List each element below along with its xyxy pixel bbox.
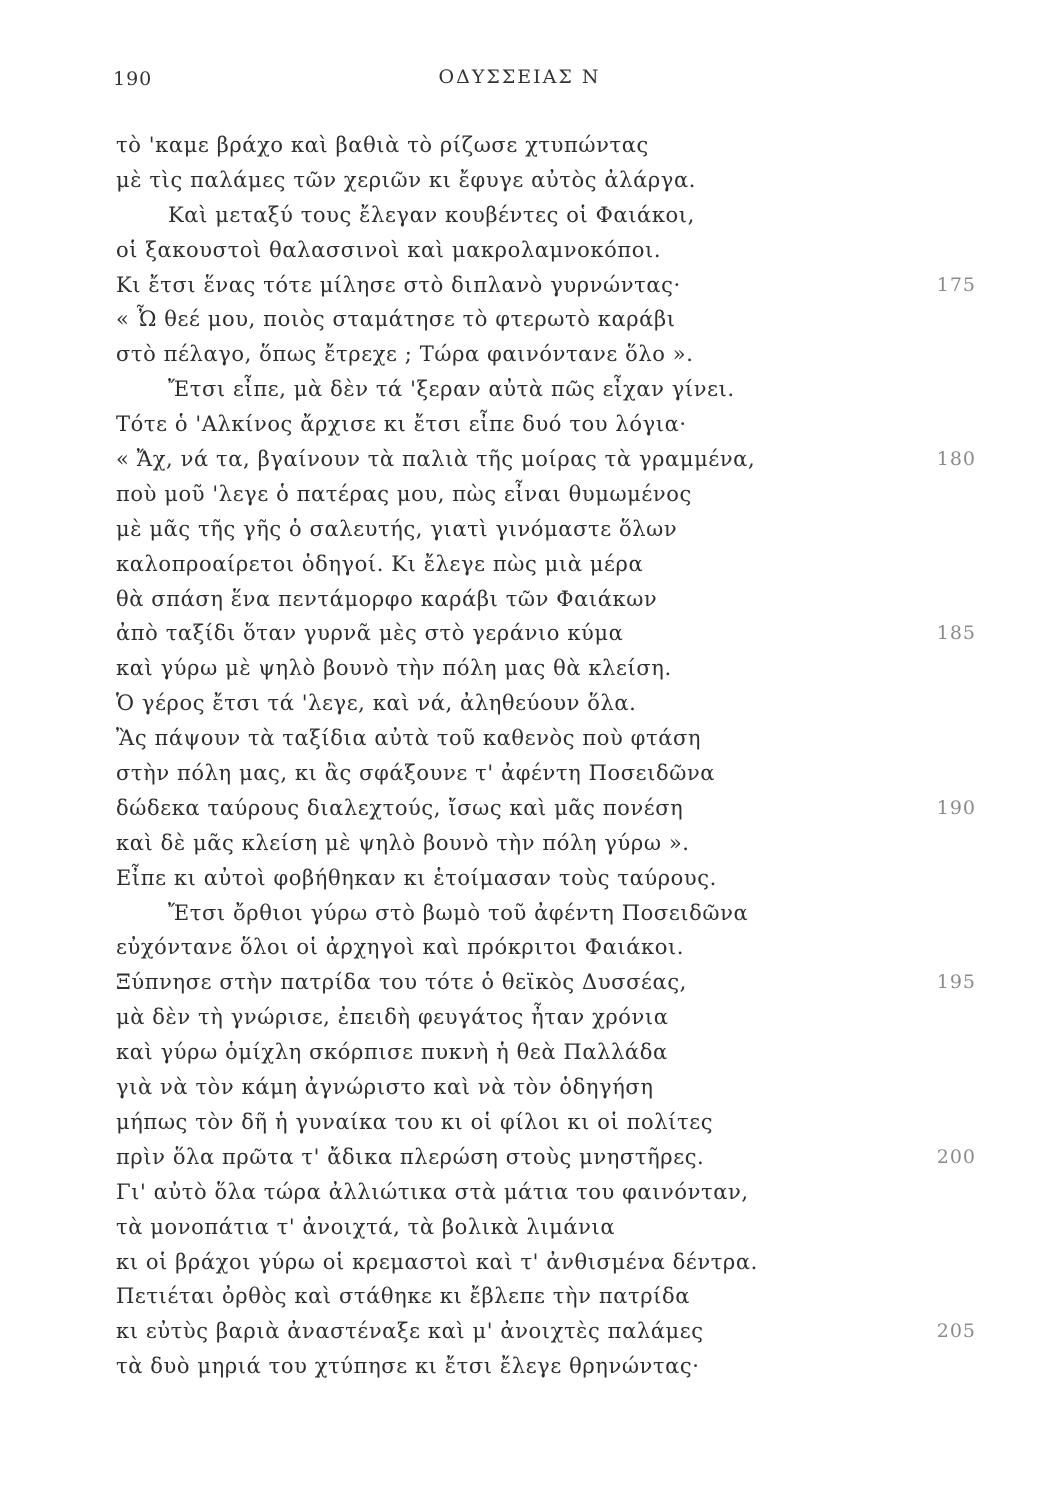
verse-line [116, 826, 976, 861]
verse-line [116, 582, 976, 617]
verse-text: μὰ δὲν τὴ γνώρισε, ἐπειδὴ φευγάτος ἦταν χρόνια [116, 1005, 669, 1030]
verse-text: Καὶ μεταξύ τους ἔλεγαν κουβέντες οἱ Φαιάκοι, [168, 202, 695, 227]
verse-text: δώδεκα ταύρους διαλεχτούς, ἴσως καὶ μᾶς πονέση [116, 795, 684, 820]
verse-line [116, 861, 976, 896]
verse-line [116, 1140, 976, 1175]
verse-text: μήπως τὸν δῆ ἡ γυναίκα του κι οἱ φίλοι κι οἱ πολίτες [116, 1109, 714, 1134]
verse-line [116, 407, 976, 442]
verse-text: καλοπροαίρετοι ὁδηγοί. Κι ἔλεγε πὼς μιὰ μέρα [116, 551, 644, 576]
line-number: 195 [936, 971, 976, 994]
verse-line [116, 233, 976, 268]
verse-text: ἀπὸ ταξίδι ὅταν γυρνᾶ μὲς στὸ γεράνιο κύμα [116, 621, 624, 646]
line-number: 185 [936, 622, 976, 645]
line-number: 200 [936, 1145, 976, 1168]
verse-line [116, 512, 976, 547]
verse-line [116, 651, 976, 686]
verse-line [116, 302, 976, 337]
verse-text: γιὰ νὰ τὸν κάμη ἀγνώριστο καὶ νὰ τὸν ὁδηγήση [116, 1075, 654, 1100]
verse-line [116, 721, 976, 756]
verse-text: ποὺ μοῦ 'λεγε ὁ πατέρας μου, πὼς εἶναι θυμωμένος [116, 481, 692, 506]
verse-text: τὰ μονοπάτια τ' ἀνοιχτά, τὰ βολικὰ λιμάνια [116, 1214, 616, 1239]
verse-text: τὰ δυὸ μηριά του χτύπησε κι ἔτσι ἔλεγε θρηνώντας· [116, 1354, 700, 1379]
verse-text: μὲ μᾶς τῆς γῆς ὁ σαλευτής, γιατὶ γινόμαστε ὅλων [116, 516, 678, 541]
line-number: 205 [936, 1320, 976, 1343]
verse-line [116, 616, 976, 651]
verse-text: Ξύπνησε στὴν πατρίδα του τότε ὁ θεϊκὸς Δυσσέας, [116, 970, 687, 995]
verse-line [116, 547, 976, 582]
verse-text: Τότε ὁ 'Αλκίνος ἄρχισε κι ἔτσι εἶπε δυό του λόγια· [116, 412, 687, 437]
verse-text: κι οἱ βράχοι γύρω οἱ κρεμαστοὶ καὶ τ' ἀνθισμένα δέντρα. [116, 1249, 758, 1274]
verse-text: εὐχόντανε ὅλοι οἱ ἀρχηγοὶ καὶ πρόκριτοι Φαιάκοι. [116, 935, 685, 960]
verse-text: καὶ γύρω μὲ ψηλὸ βουνὸ τὴν πόλη μας θὰ κλείση. [116, 656, 672, 681]
verse-text: θὰ σπάση ἕνα πεντάμορφο καράβι τῶν Φαιάκων [116, 586, 658, 611]
verse-line [116, 965, 976, 1000]
page-number: 190 [113, 68, 153, 90]
verse-text: Πετιέται ὀρθὸς καὶ στάθηκε κι ἔβλεπε τὴν πατρίδα [116, 1284, 691, 1309]
verse-text: στὸ πέλαγο, ὅπως ἔτρεχε ; Τώρα φαινόντανε ὅλο ». [116, 342, 694, 367]
verse-text: καὶ γύρω ὁμίχλη σκόρπισε πυκνὴ ἡ θεὰ Παλλάδα [116, 1040, 668, 1065]
line-number: 190 [936, 796, 976, 819]
verse-text: μὲ τὶς παλάμες τῶν χεριῶν κι ἔφυγε αὐτὸς ἀλάργα. [116, 167, 696, 192]
verse-text: Ὁ γέρος ἔτσι τά 'λεγε, καὶ νά, ἀληθεύουν ὅλα. [116, 691, 637, 716]
verse-line [116, 791, 976, 826]
verse-text: κι εὐτὺς βαριὰ ἀναστέναξε καὶ μ' ἀνοιχτὲς παλάμες [116, 1319, 704, 1344]
verse-block [116, 128, 976, 1384]
verse-line [116, 268, 976, 303]
verse-line [116, 1070, 976, 1105]
verse-line [116, 442, 976, 477]
verse-text: Ἔτσι ὄρθιοι γύρω στὸ βωμὸ τοῦ ἀφέντη Ποσειδῶνα [168, 900, 749, 925]
verse-text: καὶ δὲ μᾶς κλείση μὲ ψηλὸ βουνὸ τὴν πόλη γύρω ». [116, 830, 690, 855]
verse-line [116, 128, 976, 163]
verse-text: Γι' αὐτὸ ὅλα τώρα ἀλλιώτικα στὰ μάτια του φαινόνταν, [116, 1179, 749, 1204]
verse-text: οἱ ξακουστοὶ θαλασσινοὶ καὶ μακρολαμνοκόποι. [116, 237, 662, 262]
verse-line [116, 163, 976, 198]
verse-text: στὴν πόλη μας, κι ἂς σφάξουνε τ' ἀφέντη Ποσειδῶνα [116, 761, 716, 786]
verse-line [116, 337, 976, 372]
verse-text: Κι ἔτσι ἕνας τότε μίλησε στὸ διπλανὸ γυρνώντας· [116, 272, 681, 297]
verse-line [116, 372, 976, 407]
verse-line [116, 198, 976, 233]
verse-text: πρὶν ὅλα πρῶτα τ' ἄδικα πλερώση στοὺς μνηστῆρες. [116, 1144, 705, 1169]
verse-text: τὸ 'καμε βράχο καὶ βαθιὰ τὸ ρίζωσε χτυπώντας [116, 133, 649, 157]
verse-line [116, 1245, 976, 1280]
verse-text: Εἶπε κι αὐτοὶ φοβήθηκαν κι ἑτοίμασαν τοὺς ταύρους. [116, 865, 717, 890]
verse-line [116, 896, 976, 931]
verse-text: « Ὦ θεέ μου, ποιὸς σταμάτησε τὸ φτερωτὸ καράβι [116, 307, 676, 332]
verse-line [116, 686, 976, 721]
line-number: 175 [936, 273, 976, 296]
verse-line [116, 1175, 976, 1210]
running-head: ΟΔΥΣΣΕΙΑΣ Ν [438, 66, 601, 88]
line-number: 180 [936, 448, 976, 471]
verse-text: Ἔτσι εἶπε, μὰ δὲν τά 'ξεραν αὐτὰ πῶς εἶχαν γίνει. [168, 377, 735, 402]
verse-line [116, 1314, 976, 1349]
verse-line [116, 1035, 976, 1070]
verse-line [116, 477, 976, 512]
verse-line [116, 1210, 976, 1245]
verse-line [116, 1105, 976, 1140]
verse-line [116, 930, 976, 965]
verse-line [116, 1000, 976, 1035]
verse-line [116, 756, 976, 791]
verse-text: « Ἄχ, νά τα, βγαίνουν τὰ παλιὰ τῆς μοίρας τὰ γραμμένα, [116, 447, 756, 472]
verse-line [116, 1349, 976, 1384]
verse-text: Ἂς πάψουν τὰ ταξίδια αὐτὰ τοῦ καθενὸς ποὺ φτάση [116, 726, 702, 751]
verse-line [116, 1279, 976, 1314]
